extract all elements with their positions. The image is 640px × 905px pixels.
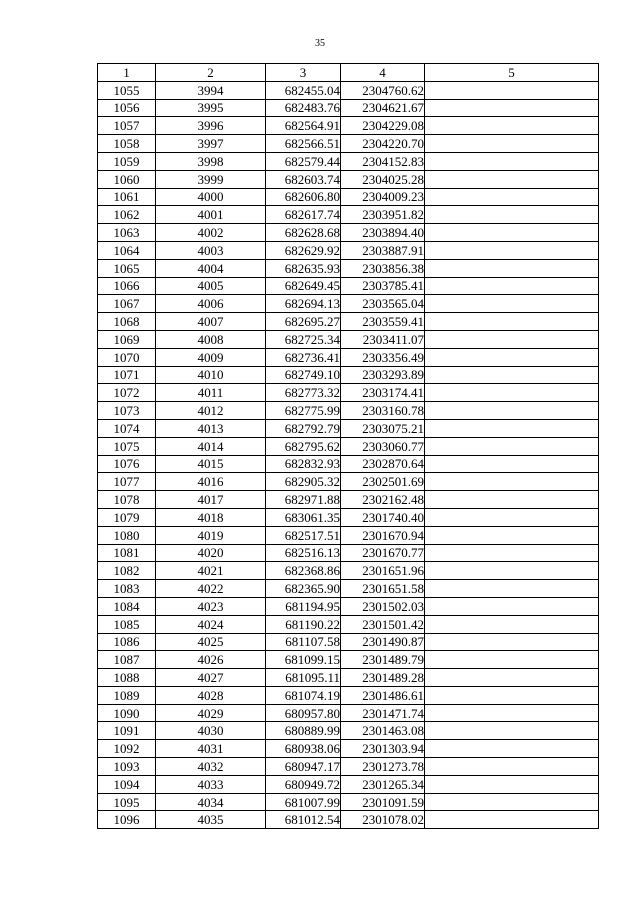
table-row (98, 615, 599, 633)
table-cell: 1065 (98, 259, 156, 277)
table-cell: 680938.06 (266, 740, 341, 758)
table-row (98, 152, 599, 170)
table-row (98, 206, 599, 224)
table-cell: 1069 (98, 330, 156, 348)
table-cell (425, 651, 599, 669)
table-cell (425, 241, 599, 259)
table-cell (425, 277, 599, 295)
table-cell: 1094 (98, 775, 156, 793)
table-cell: 1066 (98, 277, 156, 295)
table-cell: 4001 (156, 206, 266, 224)
table-cell: 3997 (156, 135, 266, 153)
table-cell: 2303887.91 (341, 241, 425, 259)
table-cell: 4019 (156, 526, 266, 544)
table-cell: 2301502.03 (341, 597, 425, 615)
table-cell: 682694.13 (266, 295, 341, 313)
table-row (98, 99, 599, 117)
table-cell (425, 633, 599, 651)
table-cell: 682365.90 (266, 580, 341, 598)
table-cell (425, 562, 599, 580)
table-cell: 4024 (156, 615, 266, 633)
table-cell: 682628.68 (266, 224, 341, 242)
table-cell: 682773.32 (266, 384, 341, 402)
table-cell: 2304025.28 (341, 170, 425, 188)
table-cell: 682566.51 (266, 135, 341, 153)
table-cell: 1084 (98, 597, 156, 615)
table-cell: 682483.76 (266, 99, 341, 117)
table-cell: 680947.17 (266, 758, 341, 776)
table-cell (425, 152, 599, 170)
table-cell: 2303894.40 (341, 224, 425, 242)
table-cell: 4009 (156, 348, 266, 366)
table-cell: 4025 (156, 633, 266, 651)
table-cell: 4007 (156, 313, 266, 331)
table-cell: 1056 (98, 99, 156, 117)
table-cell: 682606.80 (266, 188, 341, 206)
table-row (98, 277, 599, 295)
table-cell: 682629.92 (266, 241, 341, 259)
table-cell (425, 758, 599, 776)
table-row (98, 117, 599, 135)
table-cell: 2303559.41 (341, 313, 425, 331)
table-cell: 2303060.77 (341, 437, 425, 455)
table-cell: 1081 (98, 544, 156, 562)
table-cell: 4034 (156, 793, 266, 811)
table-row (98, 793, 599, 811)
table-row (98, 366, 599, 384)
table-row (98, 295, 599, 313)
table-cell: 2301651.96 (341, 562, 425, 580)
table-row (98, 704, 599, 722)
table-cell: 1091 (98, 722, 156, 740)
table-row (98, 740, 599, 758)
table-cell: 2304621.67 (341, 99, 425, 117)
table-cell (425, 491, 599, 509)
table-cell: 1087 (98, 651, 156, 669)
column-header: 2 (156, 64, 266, 82)
table-cell: 4035 (156, 811, 266, 829)
table-cell (425, 330, 599, 348)
table-cell: 1071 (98, 366, 156, 384)
table-row (98, 224, 599, 242)
table-cell (425, 313, 599, 331)
table-cell: 4008 (156, 330, 266, 348)
table-cell: 4031 (156, 740, 266, 758)
table-cell: 1078 (98, 491, 156, 509)
table-cell: 682455.04 (266, 81, 341, 99)
table-cell: 2303293.89 (341, 366, 425, 384)
table-cell: 2304009.23 (341, 188, 425, 206)
table-cell: 4012 (156, 402, 266, 420)
table-cell: 682579.44 (266, 152, 341, 170)
coordinates-table (97, 63, 599, 829)
table-cell (425, 793, 599, 811)
table-cell (425, 419, 599, 437)
table-cell: 4002 (156, 224, 266, 242)
table-cell: 1080 (98, 526, 156, 544)
table-cell: 2301078.02 (341, 811, 425, 829)
table-cell: 682516.13 (266, 544, 341, 562)
table-cell: 1089 (98, 686, 156, 704)
table-cell: 1085 (98, 615, 156, 633)
table-cell: 4004 (156, 259, 266, 277)
table-cell: 682736.41 (266, 348, 341, 366)
table-cell: 4010 (156, 366, 266, 384)
table-row (98, 651, 599, 669)
table-cell: 2301651.58 (341, 580, 425, 598)
table-cell (425, 437, 599, 455)
table-cell: 2302870.64 (341, 455, 425, 473)
table-cell (425, 544, 599, 562)
table-cell: 2301501.42 (341, 615, 425, 633)
table-cell: 682564.91 (266, 117, 341, 135)
table-cell: 2302162.48 (341, 491, 425, 509)
table-cell: 1076 (98, 455, 156, 473)
table-row (98, 241, 599, 259)
table-cell (425, 686, 599, 704)
table-cell (425, 704, 599, 722)
table-cell: 2301091.59 (341, 793, 425, 811)
table-cell: 1093 (98, 758, 156, 776)
table-cell (425, 188, 599, 206)
table-cell (425, 597, 599, 615)
table-cell: 4032 (156, 758, 266, 776)
table-row (98, 313, 599, 331)
table-cell: 680949.72 (266, 775, 341, 793)
table-cell: 4028 (156, 686, 266, 704)
table-cell: 2301273.78 (341, 758, 425, 776)
table-cell (425, 508, 599, 526)
table-cell (425, 473, 599, 491)
table-cell: 1063 (98, 224, 156, 242)
table-row (98, 259, 599, 277)
table-cell (425, 402, 599, 420)
table-cell (425, 170, 599, 188)
table-cell: 1077 (98, 473, 156, 491)
table-cell: 682635.93 (266, 259, 341, 277)
table-cell: 2303411.07 (341, 330, 425, 348)
column-header: 3 (266, 64, 341, 82)
table-cell: 4033 (156, 775, 266, 793)
table-cell: 4021 (156, 562, 266, 580)
table-cell (425, 722, 599, 740)
table-cell: 681007.99 (266, 793, 341, 811)
table-cell: 2301489.28 (341, 669, 425, 687)
table-row (98, 722, 599, 740)
table-cell: 2303951.82 (341, 206, 425, 224)
table-cell: 2304152.83 (341, 152, 425, 170)
table-row (98, 170, 599, 188)
table-cell: 1083 (98, 580, 156, 598)
table-cell (425, 669, 599, 687)
table-cell: 1060 (98, 170, 156, 188)
table-cell: 4016 (156, 473, 266, 491)
table-cell (425, 206, 599, 224)
table-cell: 1064 (98, 241, 156, 259)
table-cell (425, 259, 599, 277)
table-cell: 1096 (98, 811, 156, 829)
table-row (98, 491, 599, 509)
table-cell: 1073 (98, 402, 156, 420)
table-cell: 2304220.70 (341, 135, 425, 153)
table-cell: 4023 (156, 597, 266, 615)
table-row (98, 669, 599, 687)
table-cell: 2301463.08 (341, 722, 425, 740)
table-cell: 4018 (156, 508, 266, 526)
table-cell (425, 135, 599, 153)
table-cell: 680957.80 (266, 704, 341, 722)
table-cell: 4026 (156, 651, 266, 669)
table-cell: 682971.88 (266, 491, 341, 509)
table-row (98, 544, 599, 562)
table-cell: 3999 (156, 170, 266, 188)
table-cell: 681074.19 (266, 686, 341, 704)
table-row (98, 811, 599, 829)
table-cell (425, 366, 599, 384)
table-row (98, 775, 599, 793)
table-cell: 1074 (98, 419, 156, 437)
table-cell: 1072 (98, 384, 156, 402)
table-cell: 3998 (156, 152, 266, 170)
table-cell: 682695.27 (266, 313, 341, 331)
table-cell (425, 615, 599, 633)
table-cell: 2303075.21 (341, 419, 425, 437)
table-cell: 683061.35 (266, 508, 341, 526)
table-cell (425, 224, 599, 242)
table-cell (425, 580, 599, 598)
table-cell: 2302501.69 (341, 473, 425, 491)
table-cell: 682832.93 (266, 455, 341, 473)
table-cell: 1058 (98, 135, 156, 153)
table-cell: 682368.86 (266, 562, 341, 580)
table-cell: 4014 (156, 437, 266, 455)
table-cell (425, 348, 599, 366)
table-cell: 1079 (98, 508, 156, 526)
table-cell: 682792.79 (266, 419, 341, 437)
table-cell (425, 775, 599, 793)
table-cell (425, 811, 599, 829)
table-cell: 4011 (156, 384, 266, 402)
table-cell: 3996 (156, 117, 266, 135)
table-cell: 2301303.94 (341, 740, 425, 758)
table-cell: 1075 (98, 437, 156, 455)
table-row (98, 686, 599, 704)
table-row (98, 135, 599, 153)
table-cell: 1092 (98, 740, 156, 758)
table-cell: 2301471.74 (341, 704, 425, 722)
table-cell: 4029 (156, 704, 266, 722)
header-row (98, 64, 599, 82)
table-cell: 1095 (98, 793, 156, 811)
table-row (98, 384, 599, 402)
table-cell (425, 295, 599, 313)
table-cell: 1055 (98, 81, 156, 99)
table-cell: 2303160.78 (341, 402, 425, 420)
table-cell: 2301489.79 (341, 651, 425, 669)
table-cell: 1086 (98, 633, 156, 651)
table-cell: 4017 (156, 491, 266, 509)
table-cell: 682725.34 (266, 330, 341, 348)
table-cell: 4027 (156, 669, 266, 687)
table-cell: 2301740.40 (341, 508, 425, 526)
table-cell: 4022 (156, 580, 266, 598)
table-cell: 682617.74 (266, 206, 341, 224)
table-cell: 682649.45 (266, 277, 341, 295)
table-cell: 2303174.41 (341, 384, 425, 402)
table-row (98, 419, 599, 437)
table-cell: 1062 (98, 206, 156, 224)
table-cell: 1082 (98, 562, 156, 580)
column-header: 1 (98, 64, 156, 82)
table-cell: 681194.95 (266, 597, 341, 615)
table-row (98, 526, 599, 544)
table-cell: 681190.22 (266, 615, 341, 633)
table-cell: 1068 (98, 313, 156, 331)
table-cell: 3995 (156, 99, 266, 117)
table-cell: 1061 (98, 188, 156, 206)
table-cell: 681099.15 (266, 651, 341, 669)
table-cell: 1059 (98, 152, 156, 170)
table-cell: 681107.58 (266, 633, 341, 651)
table-row (98, 188, 599, 206)
table-cell: 681012.54 (266, 811, 341, 829)
table-row (98, 580, 599, 598)
table-body (98, 81, 599, 828)
table-row (98, 330, 599, 348)
table-cell: 4003 (156, 241, 266, 259)
table-row (98, 597, 599, 615)
table-cell: 2303356.49 (341, 348, 425, 366)
table-cell (425, 99, 599, 117)
table-cell: 1067 (98, 295, 156, 313)
table-cell: 2304760.62 (341, 81, 425, 99)
table-row (98, 473, 599, 491)
table-cell: 680889.99 (266, 722, 341, 740)
table-cell: 4015 (156, 455, 266, 473)
table-cell: 2301490.87 (341, 633, 425, 651)
table-cell: 682517.51 (266, 526, 341, 544)
table-cell (425, 526, 599, 544)
table-cell: 4005 (156, 277, 266, 295)
table-cell: 682749.10 (266, 366, 341, 384)
table-row (98, 437, 599, 455)
table-cell: 2301670.77 (341, 544, 425, 562)
table-cell: 681095.11 (266, 669, 341, 687)
table-cell: 682795.62 (266, 437, 341, 455)
table-cell: 4030 (156, 722, 266, 740)
table-cell: 3994 (156, 81, 266, 99)
column-header: 4 (341, 64, 425, 82)
table-cell: 1057 (98, 117, 156, 135)
table-row (98, 81, 599, 99)
table-cell: 2303856.38 (341, 259, 425, 277)
table-cell: 2304229.08 (341, 117, 425, 135)
table-cell: 1070 (98, 348, 156, 366)
table-cell: 682775.99 (266, 402, 341, 420)
table-row (98, 758, 599, 776)
table-row (98, 402, 599, 420)
table-cell: 2301670.94 (341, 526, 425, 544)
table-cell (425, 455, 599, 473)
table-cell (425, 81, 599, 99)
table-row (98, 633, 599, 651)
table-cell (425, 384, 599, 402)
table-row (98, 562, 599, 580)
table-cell: 2303785.41 (341, 277, 425, 295)
table-row (98, 348, 599, 366)
table-cell: 1088 (98, 669, 156, 687)
page-number: 35 (315, 38, 325, 49)
table-row (98, 508, 599, 526)
table-cell: 4000 (156, 188, 266, 206)
table-cell (425, 117, 599, 135)
table-row (98, 455, 599, 473)
table-cell: 4020 (156, 544, 266, 562)
table-cell: 682905.32 (266, 473, 341, 491)
table-cell: 2301486.61 (341, 686, 425, 704)
table-cell: 2301265.34 (341, 775, 425, 793)
table-cell: 682603.74 (266, 170, 341, 188)
table-cell: 4013 (156, 419, 266, 437)
table-cell (425, 740, 599, 758)
table-cell: 2303565.04 (341, 295, 425, 313)
column-header: 5 (425, 64, 599, 82)
table-cell: 1090 (98, 704, 156, 722)
table-cell: 4006 (156, 295, 266, 313)
